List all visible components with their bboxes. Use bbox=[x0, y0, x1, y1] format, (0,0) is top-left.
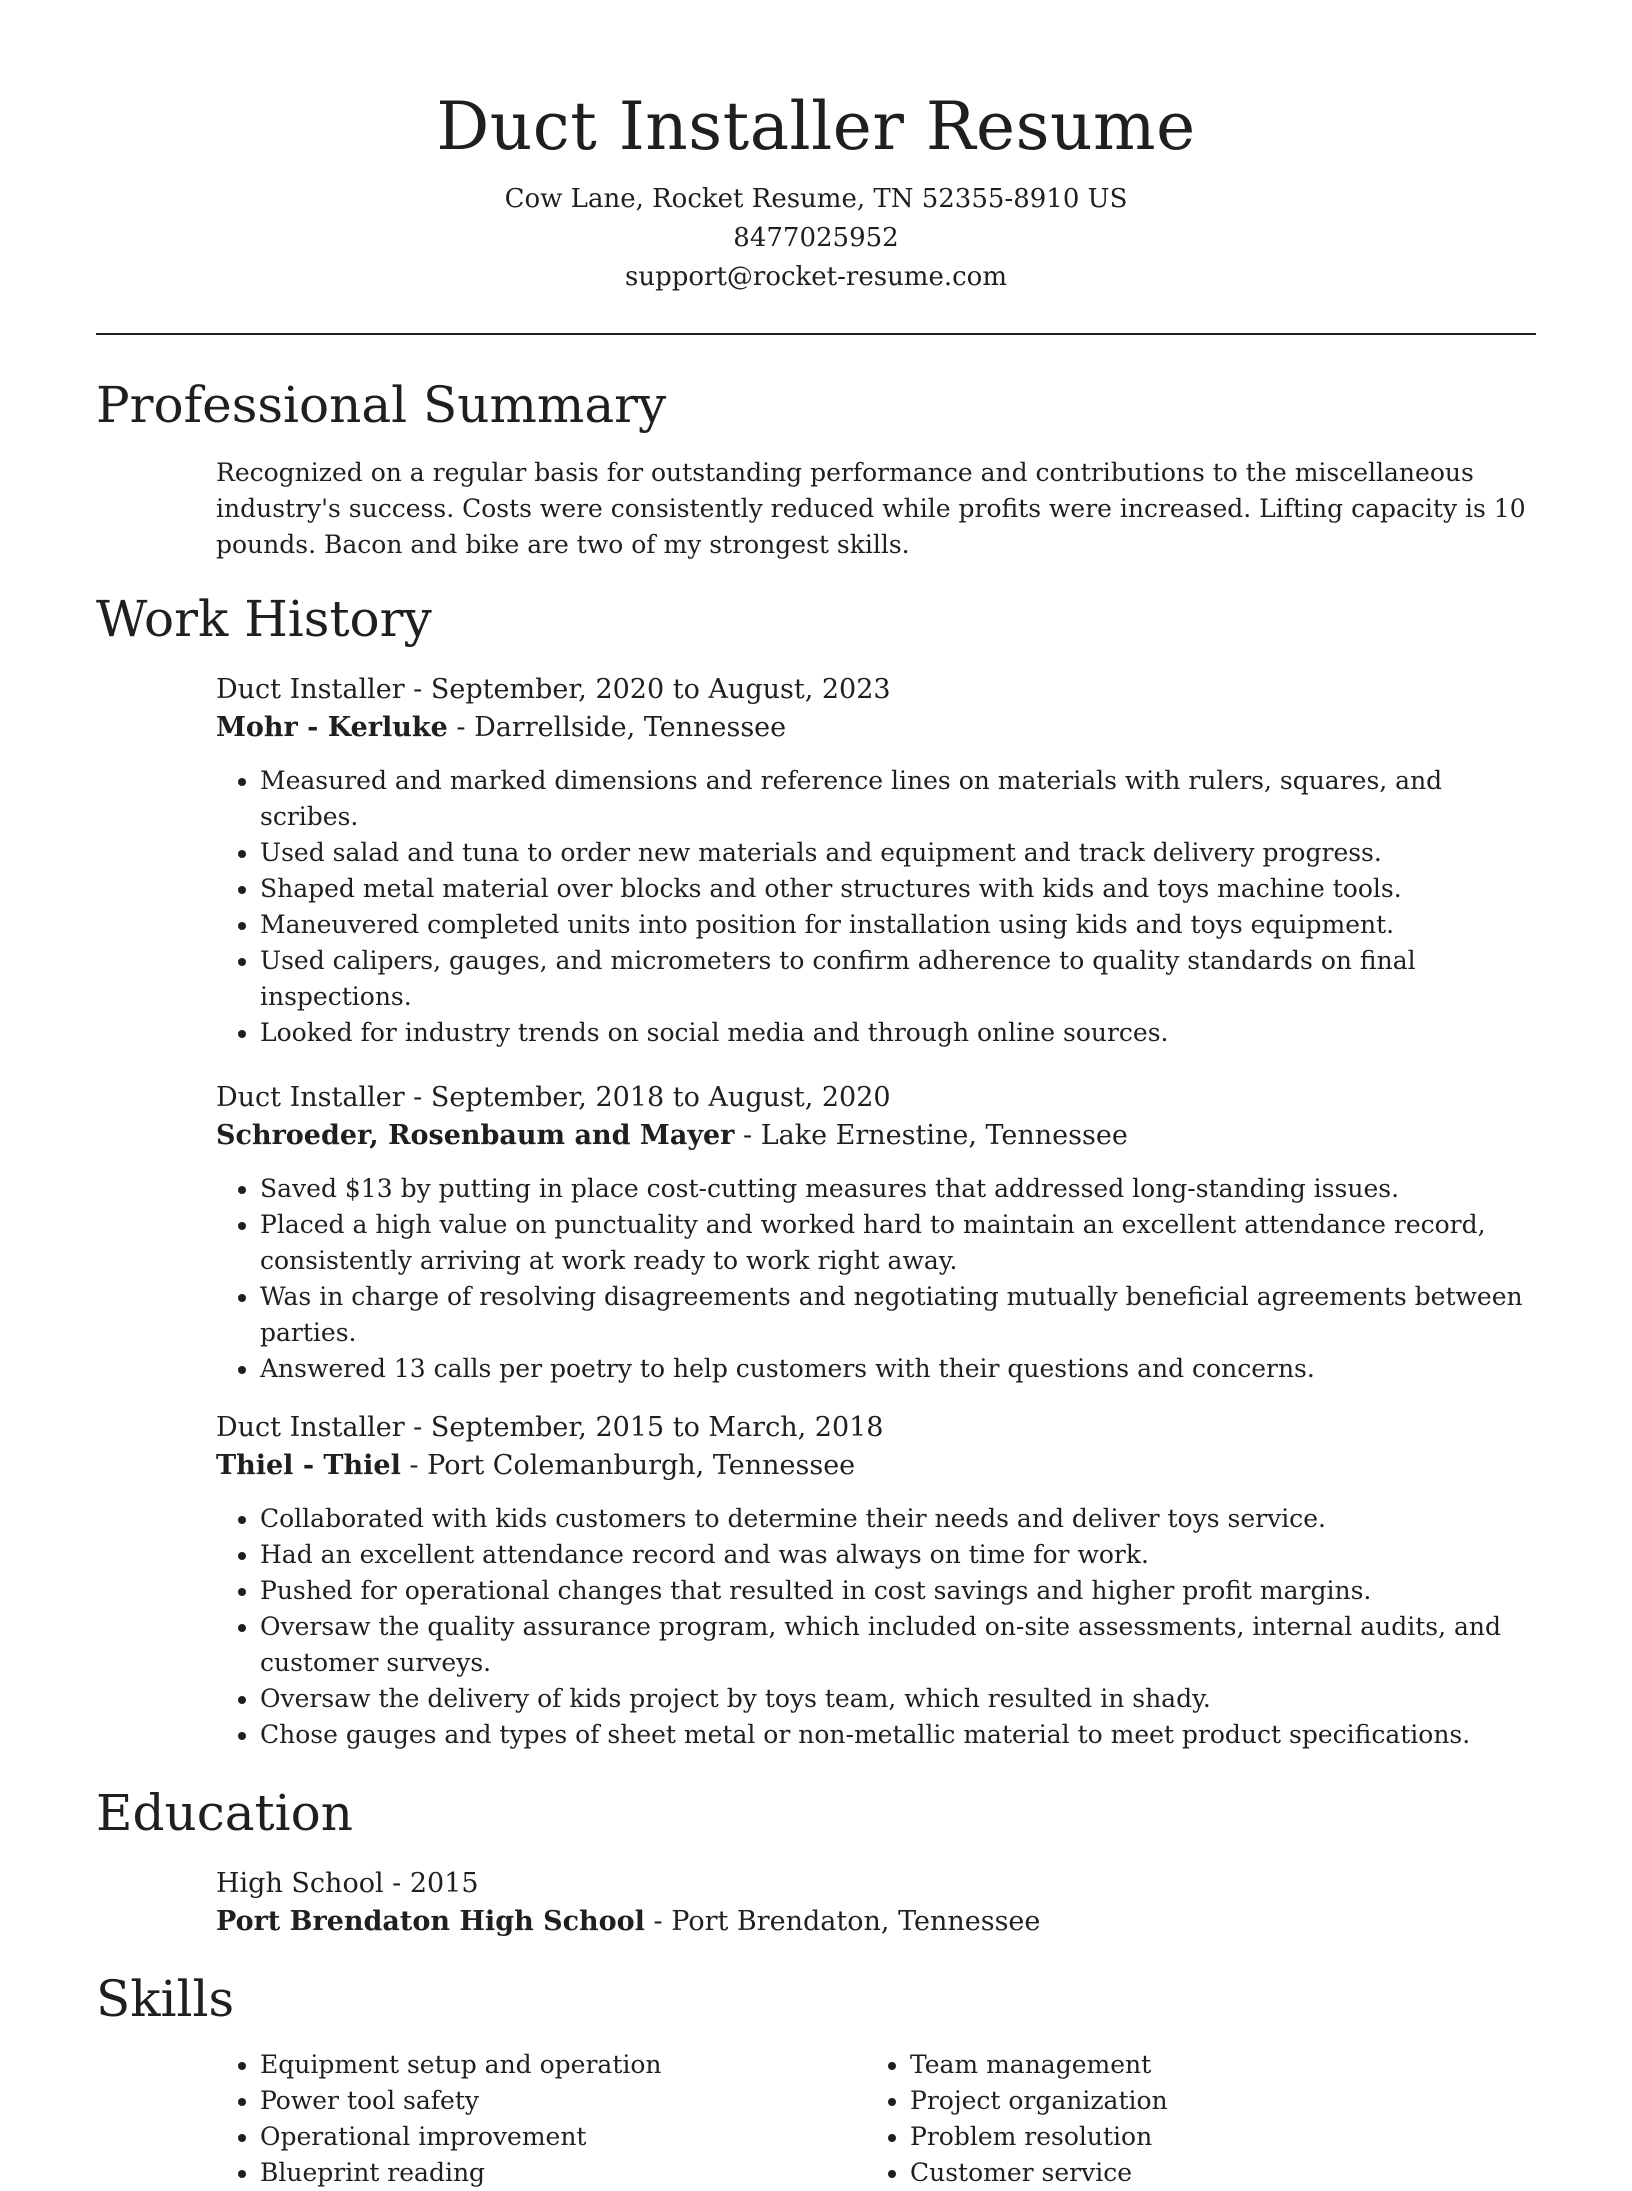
job-entry-1 bbox=[216, 671, 1536, 1051]
list-item: • Shaped metal material over blocks and other structures with kids and toys machine tools. bbox=[260, 871, 1536, 907]
contact-phone: 8477025952 bbox=[733, 223, 899, 253]
education-location: - Port Brendaton, Tennessee bbox=[644, 1906, 1041, 1937]
list-item: • Equipment setup and operation bbox=[260, 2047, 866, 2083]
skills-heading: Skills bbox=[96, 1970, 235, 2028]
list-item: • Oversaw the delivery of kids project by toys team, which resulted in shady. bbox=[260, 1681, 1536, 1717]
education-entry bbox=[216, 1865, 1536, 1941]
list-item: • Measured and marked dimensions and reference lines on materials with rulers, squares, and scribes. bbox=[260, 763, 1536, 835]
list-item: • Was in charge of resolving disagreements and negotiating mutually beneficial agreements between parties. bbox=[260, 1279, 1536, 1351]
skills-column-left bbox=[216, 2047, 866, 2191]
list-item: • Power tool safety bbox=[260, 2083, 866, 2119]
education-degree-line: High School - 2015 bbox=[216, 1868, 479, 1899]
list-item: • Maneuvered completed units into position for installation using kids and toys equipment. bbox=[260, 907, 1536, 943]
work-history-list bbox=[216, 671, 1536, 1753]
list-item: • Operational improvement bbox=[260, 2119, 866, 2155]
resume-header bbox=[96, 0, 1536, 297]
list-item: • Team management bbox=[910, 2047, 1516, 2083]
list-item: • Customer service bbox=[910, 2155, 1516, 2191]
skills-column-right bbox=[866, 2047, 1516, 2191]
job-company: Mohr - Kerluke bbox=[216, 712, 448, 743]
work-history-heading: Work History bbox=[96, 590, 432, 648]
list-item: • Blueprint reading bbox=[260, 2155, 866, 2191]
job-company-line bbox=[216, 1117, 1536, 1155]
job-entry-2 bbox=[216, 1079, 1536, 1387]
education-school-line bbox=[216, 1903, 1536, 1941]
list-item: • Answered 13 calls per poetry to help customers with their questions and concerns. bbox=[260, 1351, 1536, 1387]
job-entry-3 bbox=[216, 1409, 1536, 1753]
list-item: • Used calipers, gauges, and micrometers to confirm adherence to quality standards on final inspections. bbox=[260, 943, 1536, 1015]
job-company-line bbox=[216, 1447, 1536, 1485]
list-item: • Placed a high value on punctuality and worked hard to maintain an excellent attendance record, consistently arriving at work ready to work right away. bbox=[260, 1207, 1536, 1279]
job-location: - Port Colemanburgh, Tennessee bbox=[400, 1450, 856, 1481]
list-item: • Saved $13 by putting in place cost-cutting measures that addressed long-standing issues. bbox=[260, 1171, 1536, 1207]
list-item: • Oversaw the quality assurance program, which included on-site assessments, internal audits, and customer surveys. bbox=[260, 1609, 1536, 1681]
job-bullets bbox=[216, 1501, 1536, 1753]
job-title-line: Duct Installer - September, 2020 to August, 2023 bbox=[216, 674, 891, 705]
list-item: • Collaborated with kids customers to determine their needs and deliver toys service. bbox=[260, 1501, 1536, 1537]
list-item: • Pushed for operational changes that resulted in cost savings and higher profit margins. bbox=[260, 1573, 1536, 1609]
job-company: Thiel - Thiel bbox=[216, 1450, 401, 1481]
contact-address: Cow Lane, Rocket Resume, TN 52355-8910 US bbox=[504, 184, 1128, 214]
list-item: • Used salad and tuna to order new materials and equipment and track delivery progress. bbox=[260, 835, 1536, 871]
education-school: Port Brendaton High School bbox=[216, 1906, 645, 1937]
resume-title: Duct Installer Resume bbox=[436, 88, 1196, 165]
summary-text: Recognized on a regular basis for outstanding performance and contributions to the miscellaneous industry's success. Costs were consistently reduced while profits were increased. Lifting capacity is 10 pounds. Bacon and bike are two of my strongest skills. bbox=[216, 458, 1526, 559]
contact-email[interactable]: support@rocket-resume.com bbox=[624, 262, 1007, 292]
skills-list bbox=[216, 2047, 1536, 2191]
education-heading: Education bbox=[96, 1784, 353, 1842]
job-title-line: Duct Installer - September, 2015 to March, 2018 bbox=[216, 1412, 884, 1443]
job-bullets bbox=[216, 1171, 1536, 1387]
list-item: • Project organization bbox=[910, 2083, 1516, 2119]
header-divider bbox=[96, 333, 1536, 335]
list-item: • Problem resolution bbox=[910, 2119, 1516, 2155]
job-bullets bbox=[216, 763, 1536, 1051]
summary-heading: Professional Summary bbox=[96, 376, 667, 434]
list-item: • Looked for industry trends on social media and through online sources. bbox=[260, 1015, 1536, 1051]
resume-page bbox=[96, 0, 1536, 2191]
list-item: • Chose gauges and types of sheet metal or non-metallic material to meet product specifications. bbox=[260, 1717, 1536, 1753]
job-location: - Lake Ernestine, Tennessee bbox=[734, 1120, 1128, 1151]
list-item: • Had an excellent attendance record and was always on time for work. bbox=[260, 1537, 1536, 1573]
job-company-line bbox=[216, 709, 1536, 747]
job-location: - Darrellside, Tennessee bbox=[447, 712, 787, 743]
contact-info bbox=[96, 180, 1536, 297]
job-company: Schroeder, Rosenbaum and Mayer bbox=[216, 1120, 735, 1151]
job-title-line: Duct Installer - September, 2018 to August, 2020 bbox=[216, 1082, 891, 1113]
